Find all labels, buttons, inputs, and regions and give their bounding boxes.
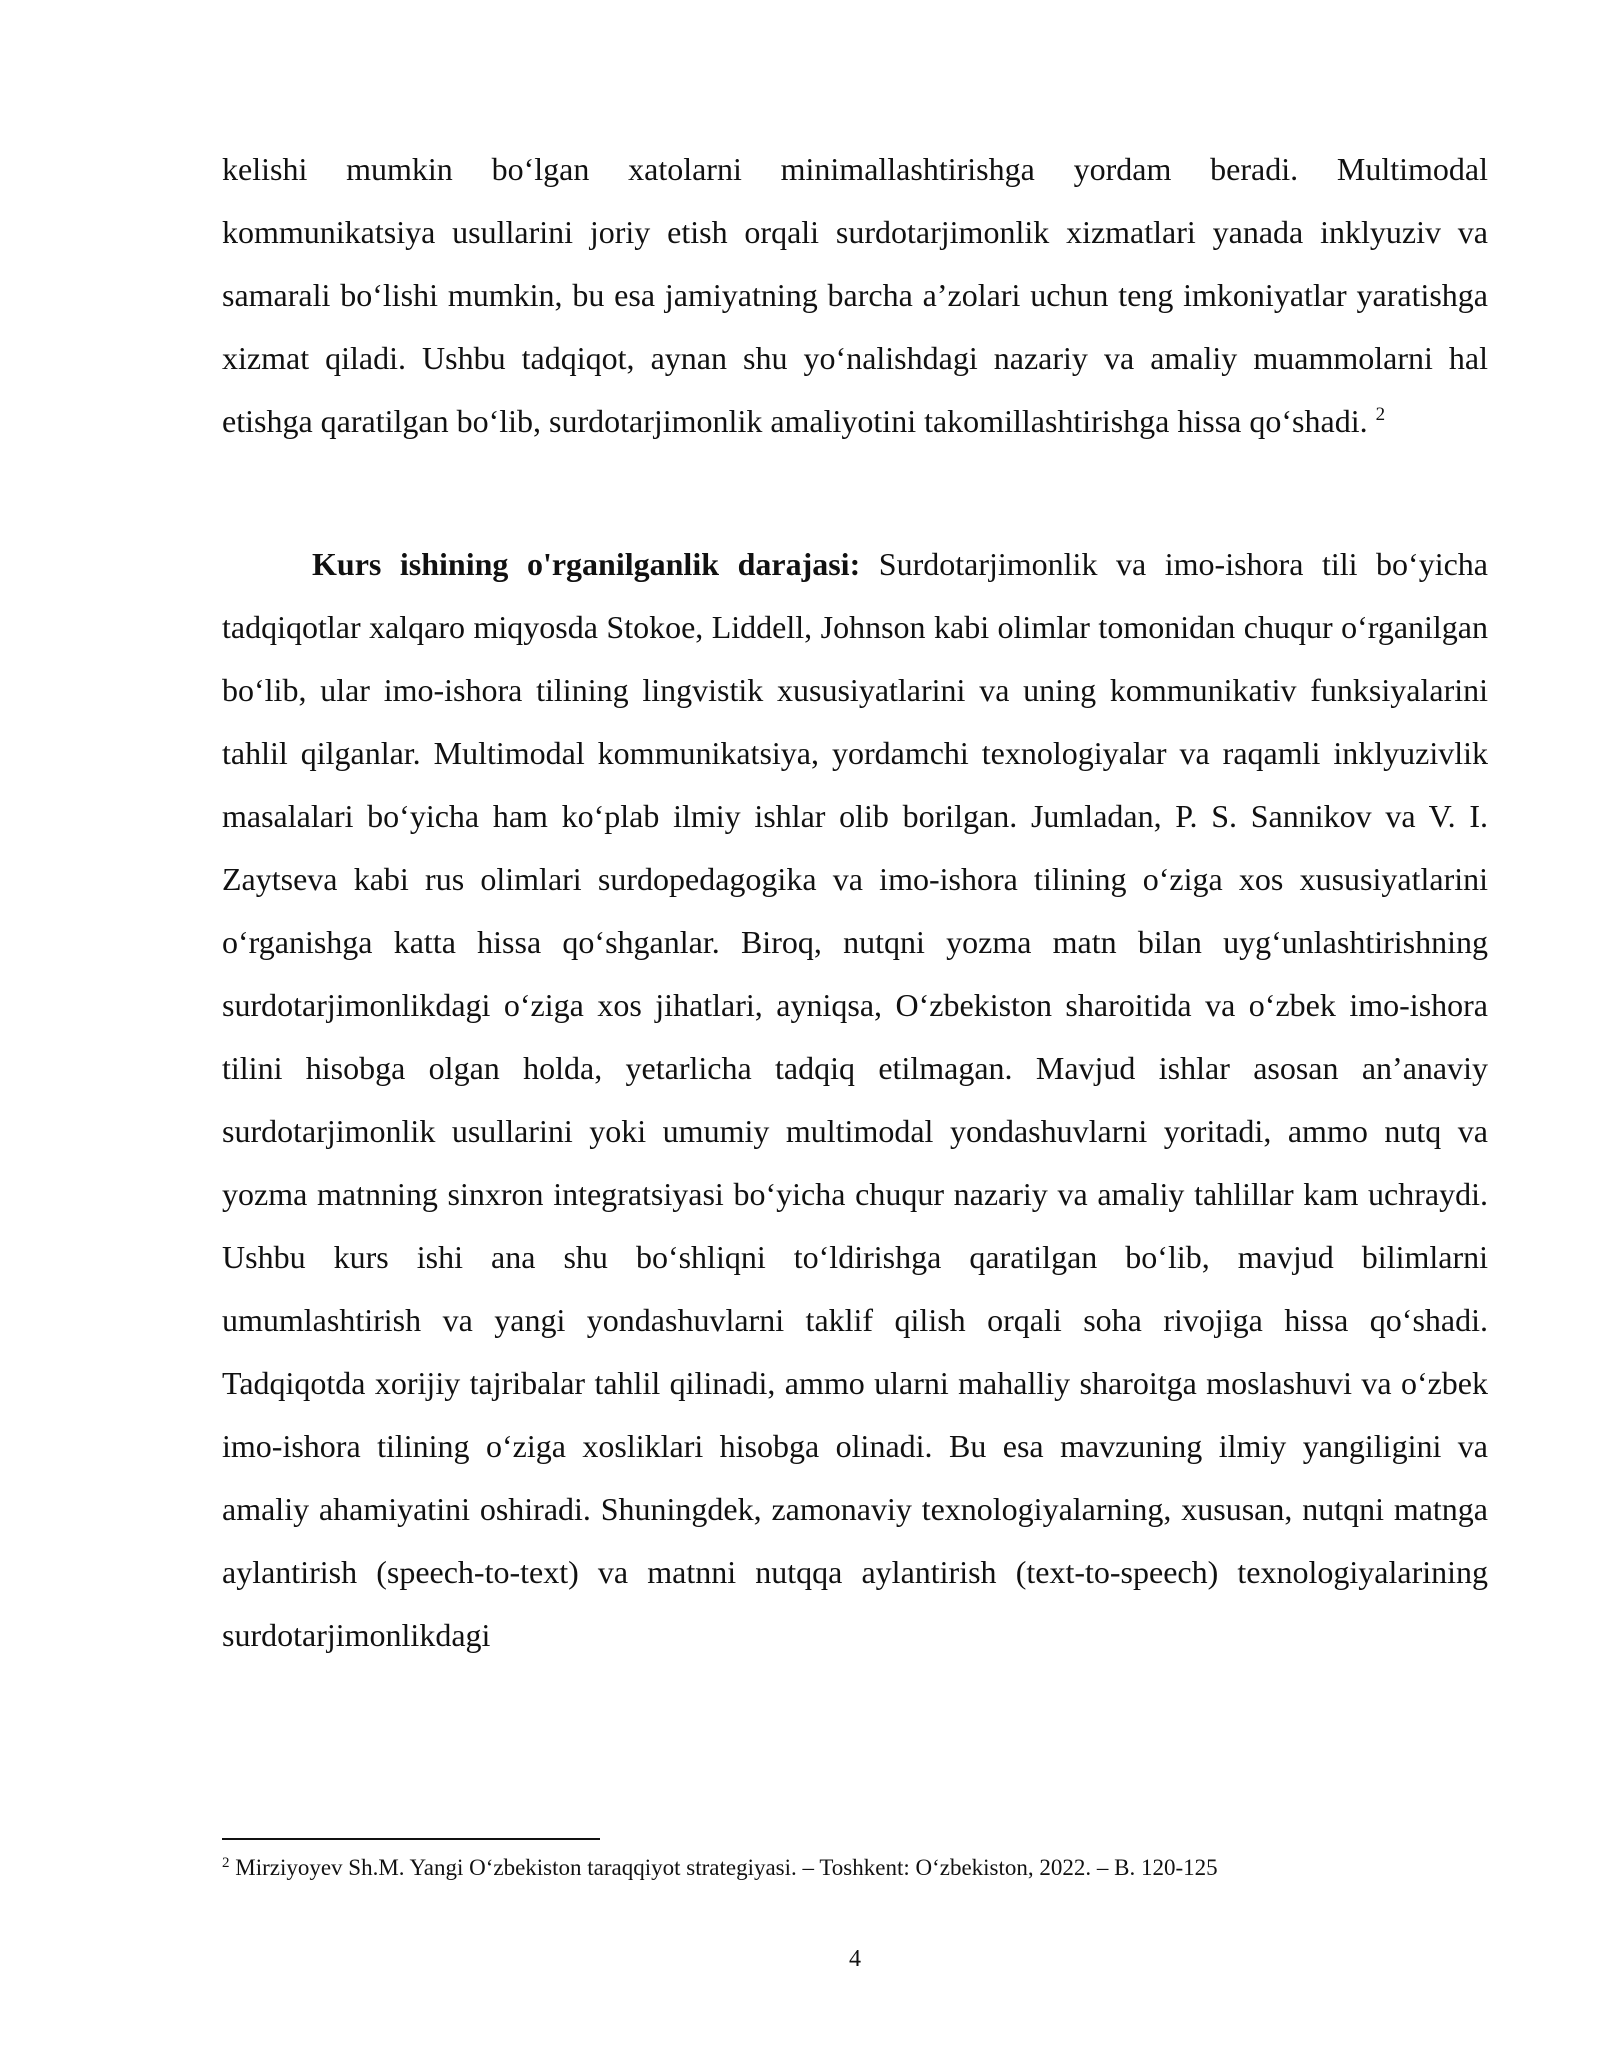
page-number: 4 [849,1946,861,1972]
footnote [222,1852,1488,1884]
paragraph-2-text: Surdotarjimonlik va imo-ishora tili bo‘yicha tadqiqotlar xalqaro miqyosda Stokoe, Liddell, Johnson kabi olimlar tomonidan chuqur o‘rganilgan bo‘lib, ular imo-ishora tilining lingvistik xususiyatlarini va uning kommunikativ funksiyalarini tahlil qilganlar. Multimodal kommunikatsiya, yordamchi texnologiyalar va raqamli inklyuzivlik masalalari bo‘yicha ham ko‘plab ilmiy ishlar olib borilgan. Jumladan, P. S. Sannikov va V. I. Zaytseva kabi rus olimlari surdopedagogika va imo-ishora tilining o‘ziga xos xususiyatlarini o‘rganishga katta hissa qo‘shganlar. Biroq, nutqni yozma matn bilan uyg‘unlashtirishning surdotarjimonlikdagi o‘ziga xos jihatlari, ayniqsa, O‘zbekiston sharoitida va o‘zbek imo-ishora tilini hisobga olgan holda, yetarlicha tadqiq etilmagan. Mavjud ishlar asosan an’anaviy surdotarjimonlik usullarini yoki umumiy multimodal yondashuvlarni yoritadi, ammo nutq va yozma matnning sinxron integratsiyasi bo‘yicha chuqur nazariy va amaliy tahlillar kam uchraydi. Ushbu kurs ishi ana shu bo‘shliqni to‘ldirishga qaratilgan bo‘lib, mavjud bilimlarni umumlashtirish va yangi yondashuvlarni taklif qilish orqali soha rivojiga hissa qo‘shadi. Tadqiqotda xorijiy tajribalar tahlil qilinadi, ammo ularni mahalliy sharoitga moslashuvi va o‘zbek imo-ishora tilining o‘ziga xosliklari hisobga olinadi. Bu esa mavzuning ilmiy yangiligini va amaliy ahamiyatini oshiradi. Shuningdek, zamonaviy texnologiyalarning, xususan, nutqni matnga aylantirish (speech-to-text) va matnni nutqqa aylantirish (text-to-speech) texnologiyalarining surdotarjimonlikdagi [222,546,1489,1653]
footnote-reference: 2 [1375,404,1386,425]
section-heading: Kurs ishining o'rganilganlik darajasi: [312,546,861,582]
body-paragraph-2 [222,533,1488,1667]
paragraph-1-text: kelishi mumkin bo‘lgan xatolarni minimallashtirishga yordam beradi. Multimodal kommunikatsiya usullarini joriy etish orqali surdotarjimonlik xizmatlari yanada inklyuziv va samarali bo‘lishi mumkin, bu esa jamiyatning barcha a’zolari uchun teng imkoniyatlar yaratishga xizmat qiladi. Ushbu tadqiqot, aynan shu yo‘nalishdagi nazariy va amaliy muammolarni hal etishga qaratilgan bo‘lib, surdotarjimonlik amaliyotini takomillashtirishga hissa qo‘shadi. [222,151,1488,439]
body-paragraph-1 [222,138,1488,453]
footnote-separator [222,1838,600,1840]
footnote-number: 2 [222,1855,230,1871]
footnote-text: Mirziyoyev Sh.M. Yangi O‘zbekiston taraqqiyot strategiyasi. – Toshkent: O‘zbekiston, 2022. – B. 120-125 [229,1855,1218,1880]
